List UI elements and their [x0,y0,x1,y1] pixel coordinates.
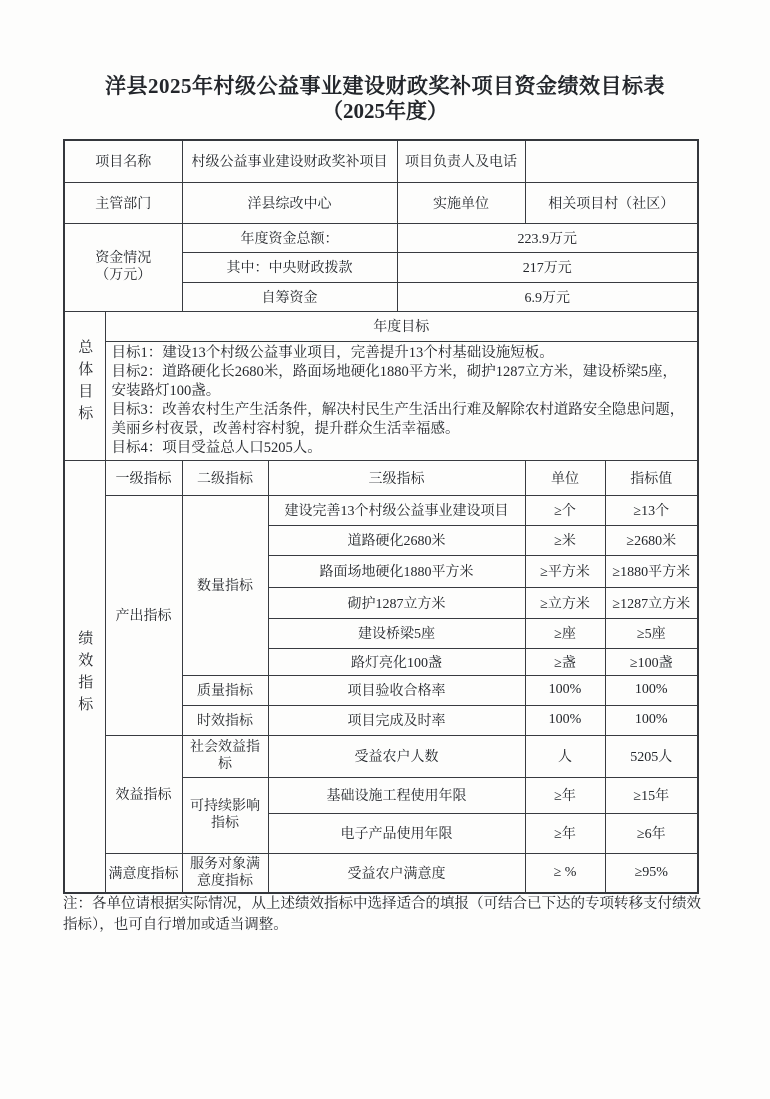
value-cell: ≥13个 [605,495,698,525]
value-cell: 100% [605,705,698,735]
header-unit: 单位 [525,460,605,495]
level1-satisfaction: 满意度指标 [105,853,182,893]
indicator-cell: 道路硬化2680米 [268,525,525,555]
level2-timeliness: 时效指标 [182,705,268,735]
table-row [64,140,698,182]
funding-item-self: 自筹资金 [182,282,397,311]
dept-label: 主管部门 [64,182,182,223]
funding-value-central: 217万元 [397,252,698,282]
funding-value-total: 223.9万元 [397,223,698,252]
funding-label-line1: 资金情况 [95,251,152,266]
indicator-cell: 受益农户人数 [268,735,525,777]
indicator-cell: 路灯亮化100盏 [268,648,525,675]
header-level1: 一级指标 [105,460,182,495]
value-cell: ≥95% [605,853,698,893]
value-cell: ≥1880平方米 [605,555,698,587]
funding-item-total: 年度资金总额： [182,223,397,252]
leader-label: 项目负责人及电话 [397,140,525,182]
table-row [64,341,698,460]
funding-label-line2: （万元） [95,268,152,283]
indicator-cell: 项目完成及时率 [268,705,525,735]
value-cell: ≥1287立方米 [605,587,698,618]
table-row [64,853,698,893]
unit-cell: 100% [525,705,605,735]
table-row [64,182,698,223]
goal-3: 目标3：改善农村生产生活条件，解决村民生产生活出行难及解除农村道路安全隐患问题，美丽乡村夜景，改善村容村貌，提升群众生活幸福感。 [111,401,685,437]
header-value: 指标值 [605,460,698,495]
table-row [64,223,698,252]
unit-cell: 100% [525,675,605,705]
page-subtitle: （2025年度） [322,99,448,123]
unit-cell: 人 [525,735,605,777]
unit-cell: ≥年 [525,813,605,853]
level1-benefit: 效益指标 [105,735,182,853]
impl-label: 实施单位 [397,182,525,223]
value-cell: ≥100盏 [605,648,698,675]
unit-cell: ≥盏 [525,648,605,675]
funding-item-central: 其中：中央财政拨款 [182,252,397,282]
funding-label [64,223,182,311]
overall-goal-label-text: 总体目标 [76,339,93,427]
indicator-cell: 受益农户满意度 [268,853,525,893]
level2-social: 社会效益指标 [182,735,268,777]
funding-value-self: 6.9万元 [397,282,698,311]
table-row [64,735,698,777]
table-row [64,495,698,525]
unit-cell: ≥平方米 [525,555,605,587]
indicator-cell: 建设完善13个村级公益事业建设项目 [268,495,525,525]
overall-goal-label [64,311,105,460]
value-cell: ≥6年 [605,813,698,853]
unit-cell: ≥米 [525,525,605,555]
value-cell: ≥15年 [605,777,698,813]
value-cell: 100% [605,675,698,705]
unit-cell: ≥座 [525,618,605,648]
unit-cell: ≥立方米 [525,587,605,618]
performance-section-label [64,460,105,893]
leader-value [525,140,698,182]
indicator-cell: 电子产品使用年限 [268,813,525,853]
unit-cell: ≥ % [525,853,605,893]
header-level2: 二级指标 [182,460,268,495]
dept-value: 洋县综改中心 [182,182,397,223]
value-cell: 5205人 [605,735,698,777]
level2-quantity: 数量指标 [182,495,268,675]
performance-target-table [63,139,699,894]
level2-sustain: 可持续影响指标 [182,777,268,853]
project-name-label: 项目名称 [64,140,182,182]
value-cell: ≥5座 [605,618,698,648]
level2-service: 服务对象满意度指标 [182,853,268,893]
level1-output: 产出指标 [105,495,182,735]
page-title: 洋县2025年村级公益事业建设财政奖补项目资金绩效目标表 [105,74,665,98]
project-name-value: 村级公益事业建设财政奖补项目 [182,140,397,182]
indicator-cell: 基础设施工程使用年限 [268,777,525,813]
level2-quality: 质量指标 [182,675,268,705]
table-row [64,311,698,341]
indicator-cell: 路面场地硬化1880平方米 [268,555,525,587]
goal-4: 目标4：项目受益总人口5205人。 [111,439,322,456]
table-row [64,460,698,495]
annual-goal-header: 年度目标 [105,311,698,341]
goal-1: 目标1：建设13个村级公益事业项目，完善提升13个村基础设施短板。 [111,344,554,361]
performance-section-label-text: 绩效指标 [76,629,93,718]
impl-value: 相关项目村（社区） [525,182,698,223]
indicator-cell: 砌护1287立方米 [268,587,525,618]
footer-note: 注：各单位请根据实际情况，从上述绩效指标中选择适合的填报（可结合已下达的专项转移支付绩效指标），也可自行增加或适当调整。 [63,896,701,933]
unit-cell: ≥个 [525,495,605,525]
value-cell: ≥2680米 [605,525,698,555]
indicator-cell: 建设桥梁5座 [268,618,525,648]
indicator-cell: 项目验收合格率 [268,675,525,705]
header-level3: 三级指标 [268,460,525,495]
goal-2: 目标2：道路硬化长2680米，路面场地硬化1880平方米，砌护1287立方米，建设桥梁5座，安装路灯100盏。 [111,363,677,399]
annual-goals-cell [105,341,698,460]
unit-cell: ≥年 [525,777,605,813]
